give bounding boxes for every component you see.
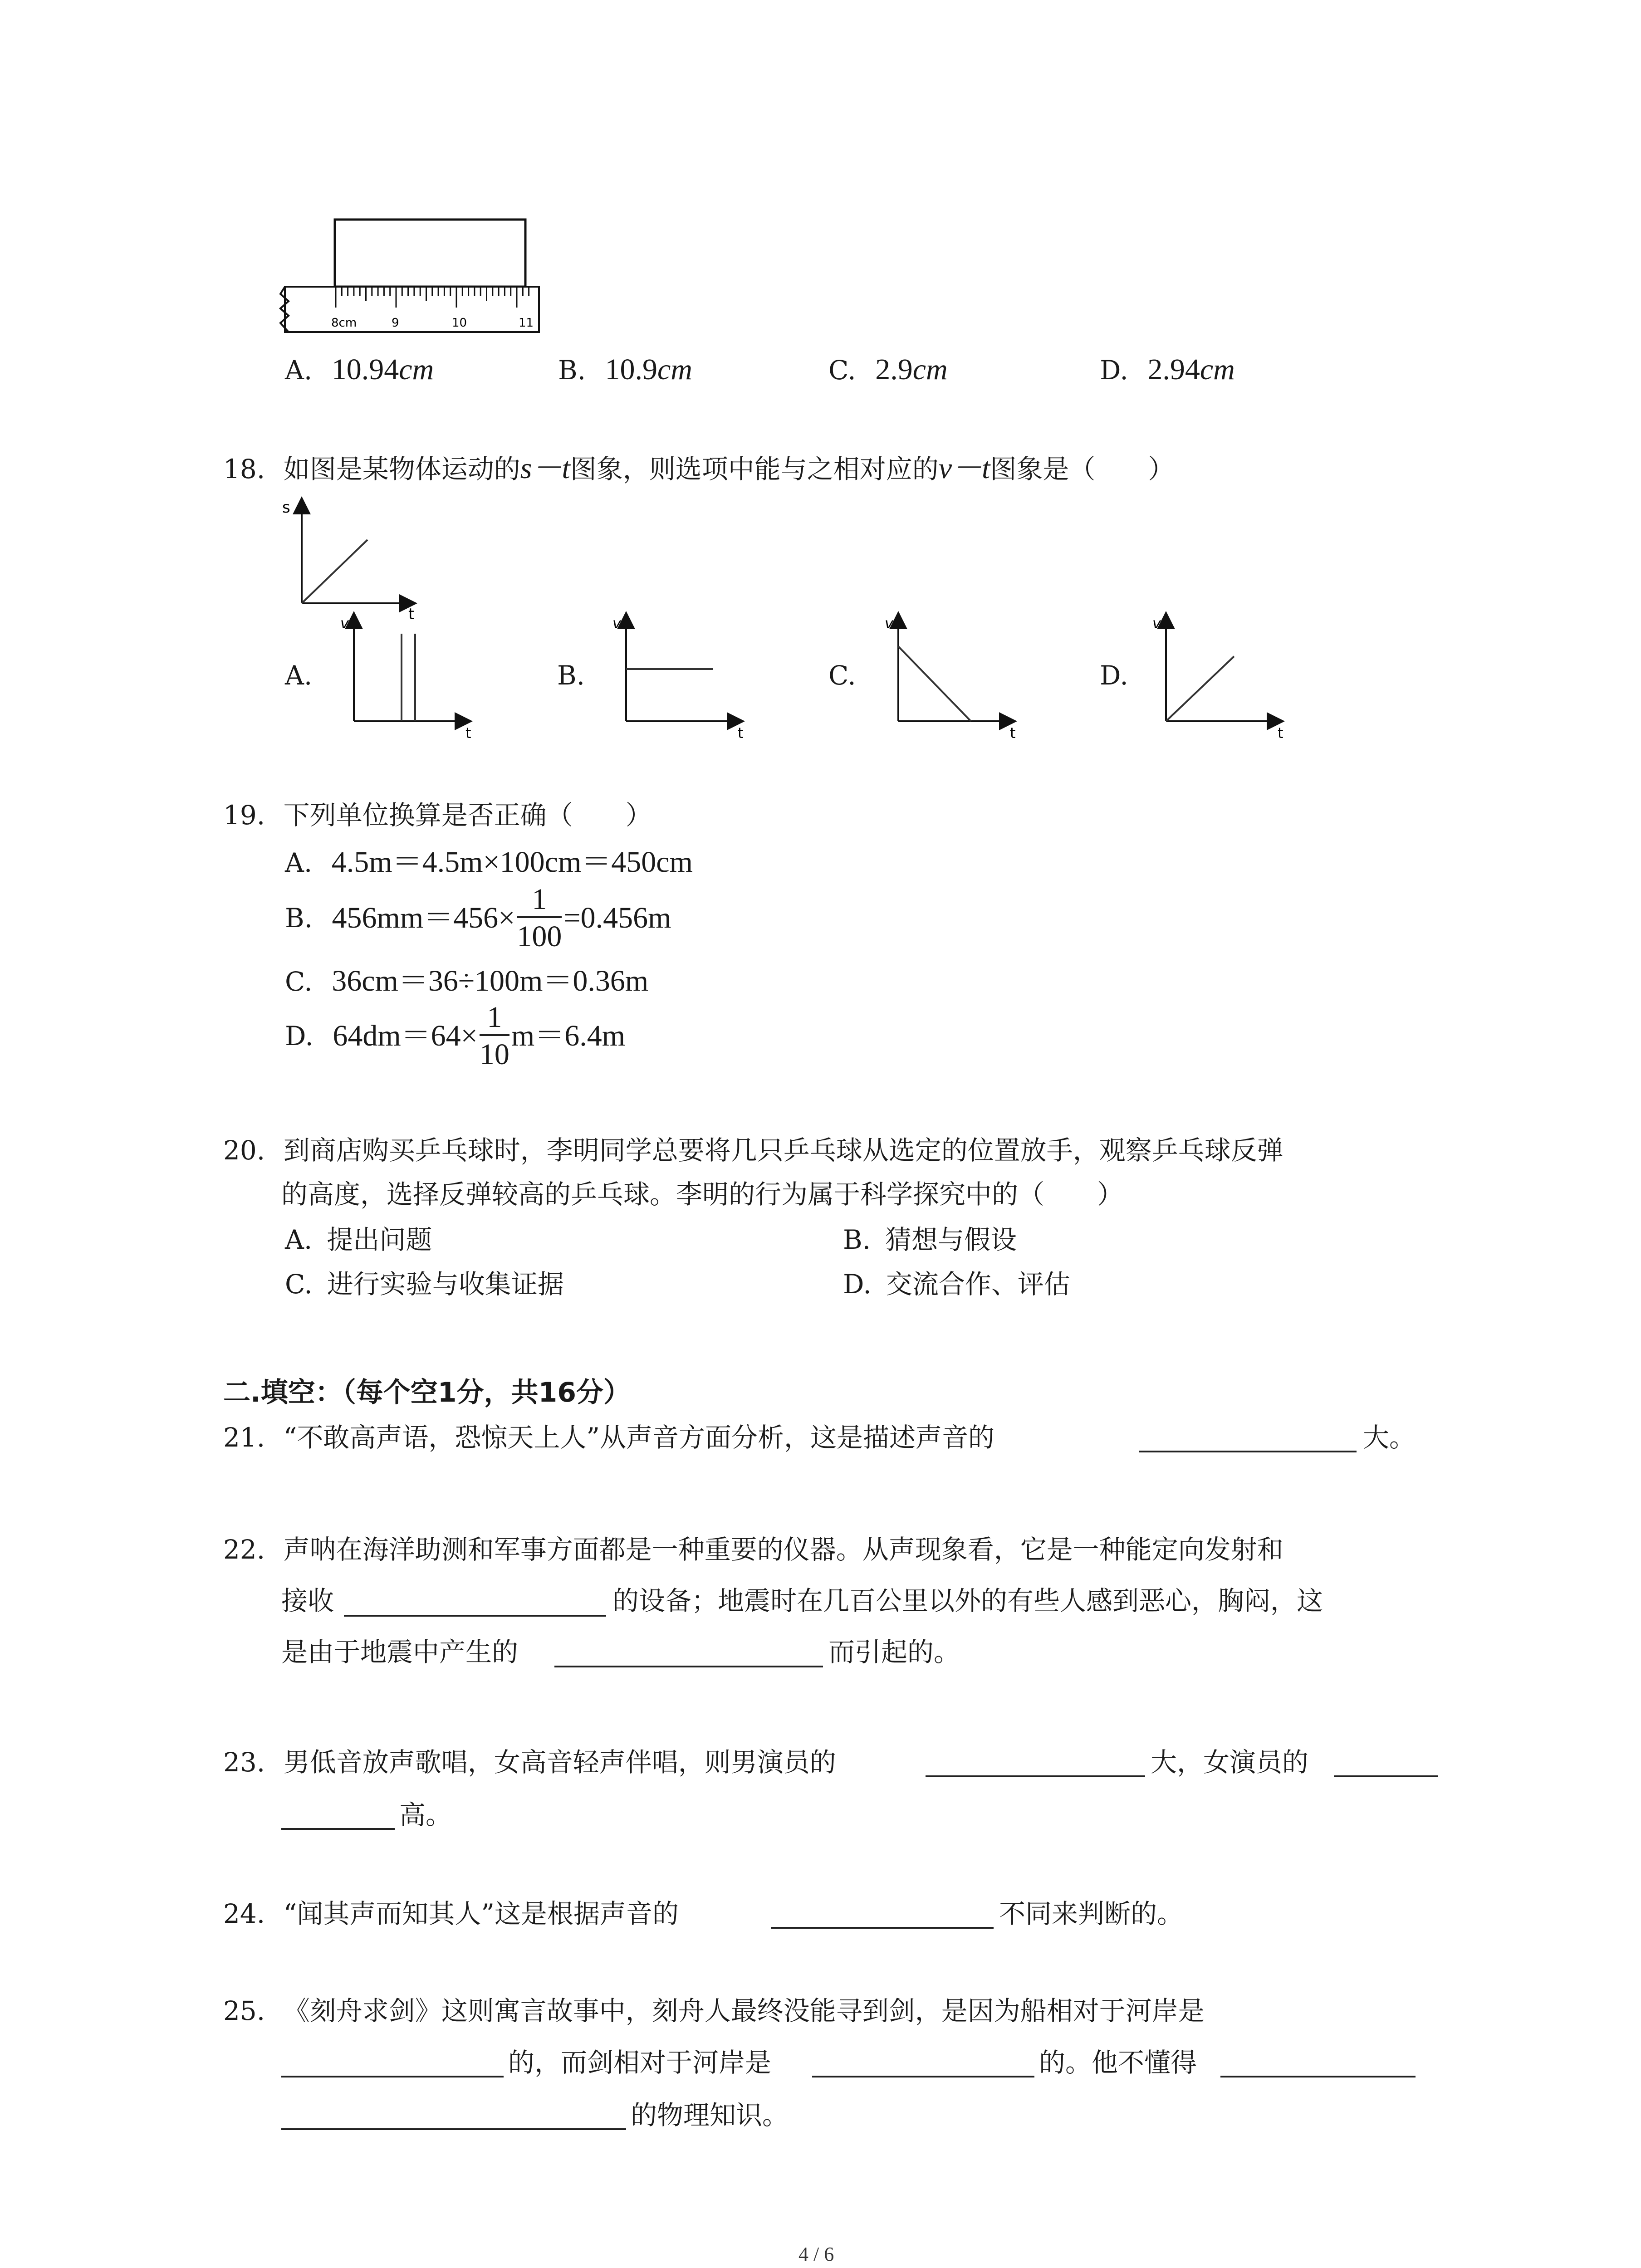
page-number: 4 / 6 <box>798 2243 834 2265</box>
st-line <box>302 540 367 603</box>
ruler-body <box>285 287 539 332</box>
q18-option-d-graph[interactable] <box>1143 610 1293 742</box>
svg-text:v: v <box>1152 615 1161 632</box>
q20-option-c[interactable]: C. 进行实验与收集证据 <box>285 1269 564 1300</box>
question-number: 24. <box>223 1898 265 1929</box>
question-number: 25. <box>223 1995 265 2026</box>
q19-option-a[interactable]: A. 4.5m＝4.5m×100cm＝450cm <box>285 846 693 879</box>
q24-text-a: 24. “闻其声而知其人”这是根据声音的 <box>223 1898 679 1929</box>
q22-line3-a: 是由于地震中产生的 <box>281 1637 519 1667</box>
q25-blank-3-continued[interactable] <box>281 2128 626 2130</box>
q19-option-c[interactable]: C. 36cm＝36÷100m＝0.36m <box>285 964 649 997</box>
vt-line-c <box>898 646 971 721</box>
ruler-label-8cm: 8cm <box>331 316 357 330</box>
vt-line-d <box>1166 656 1234 721</box>
ruler-label-10: 10 <box>452 316 467 330</box>
q24-blank-1[interactable] <box>771 1927 994 1929</box>
svg-text:v: v <box>340 615 349 632</box>
q23-blank-2[interactable] <box>1334 1775 1438 1777</box>
q23-line2: 高。 <box>399 1799 452 1830</box>
svg-text:v: v <box>885 615 893 632</box>
ruler-label-11: 11 <box>519 316 534 330</box>
q22-blank-2[interactable] <box>554 1666 823 1667</box>
q25-blank-1[interactable] <box>281 2076 504 2077</box>
q22-line3-b: 而引起的。 <box>828 1637 960 1667</box>
q18-option-d-letter[interactable]: D. <box>1100 660 1128 691</box>
q18-option-c-graph[interactable] <box>876 610 1025 742</box>
axis-label-s: s <box>282 499 290 517</box>
q23-text-a: 23. 男低音放声歌唱，女高音轻声伴唱，则男演员的 <box>223 1747 836 1778</box>
q21-blank-1[interactable] <box>1139 1451 1357 1452</box>
fraction: $\frac{1}{10}$ <box>479 1001 509 1071</box>
svg-text:t: t <box>465 724 471 742</box>
svg-text:t: t <box>1278 724 1283 742</box>
q23-text-b: 大，女演员的 <box>1151 1747 1309 1778</box>
q18-option-c-letter[interactable]: C. <box>828 660 856 691</box>
svg-text:v: v <box>612 615 621 632</box>
q22-line2-b: 的设备；地震时在几百公里以外的有些人感到恶心，胸闷，这 <box>612 1585 1323 1616</box>
measured-block <box>335 220 525 287</box>
q23-blank-1[interactable] <box>926 1775 1145 1777</box>
q17-option-c[interactable]: C. 2.9cm <box>828 353 948 386</box>
question-number: 21. <box>223 1422 265 1453</box>
q20-option-d[interactable]: D. 交流合作、评估 <box>843 1269 1070 1300</box>
q22-blank-1[interactable] <box>344 1615 606 1617</box>
section-title: 二.填空：（每个空1分，共16分） <box>223 1377 631 1408</box>
q17-option-a[interactable]: A. 10.94cm <box>285 353 434 386</box>
fraction: $\frac{1}{100}$ <box>517 883 562 953</box>
svg-text:t: t <box>738 724 744 742</box>
ruler-svg <box>272 213 554 345</box>
q18-stem: 18. 如图是某物体运动的s－t图象，则选项中能与之相对应的v－t图象是（ ） <box>223 452 1175 485</box>
q20-option-b[interactable]: B. 猜想与假设 <box>843 1224 1017 1255</box>
q17-option-d[interactable]: D. 2.94cm <box>1100 353 1235 386</box>
question-number: 23. <box>223 1747 265 1778</box>
q18-option-a-graph[interactable] <box>331 610 481 742</box>
svg-text:t: t <box>1010 724 1016 742</box>
q20-line2: 的高度，选择反弹较高的乒乓球。李明的行为属于科学探究中的（ ） <box>281 1179 1124 1210</box>
q18-option-a-letter[interactable]: A. <box>285 660 313 691</box>
q19-option-b[interactable]: B. 456mm＝456× $\frac{1}{100}$ =0.456m <box>285 883 671 953</box>
q18-st-graph <box>272 494 426 621</box>
question-number: 20. <box>223 1135 265 1166</box>
q25-line3: 的物理知识。 <box>631 2100 789 2131</box>
ruler-label-9: 9 <box>392 316 399 330</box>
axis-label-t: t <box>408 605 415 621</box>
q24-text-b: 不同来判断的。 <box>999 1898 1184 1929</box>
q25-blank-3[interactable] <box>1220 2076 1416 2077</box>
q25-line2-a: 的，而剑相对于河岸是 <box>508 2047 772 2078</box>
q21-text-b: 大。 <box>1363 1422 1416 1453</box>
q25-line2-b: 的。他不懂得 <box>1039 2047 1197 2078</box>
q21-text-a: 21. “不敢高声语，恐惊天上人”从声音方面分析，这是描述声音的 <box>223 1422 994 1453</box>
q25-blank-2[interactable] <box>812 2076 1034 2077</box>
question-number: 18. <box>223 454 265 484</box>
q19-option-d[interactable]: D. 64dm＝64× $\frac{1}{10}$ m＝6.4m <box>285 1001 626 1071</box>
q18-option-b-graph[interactable] <box>603 610 753 742</box>
q20-line1: 20. 到商店购买乒乓球时，李明同学总要将几只乒乓球从选定的位置放手，观察乒乓球反弹 <box>223 1135 1283 1166</box>
q17-ruler-figure <box>272 213 554 347</box>
question-number: 19. <box>223 800 265 831</box>
q18-option-b-letter[interactable]: B. <box>557 660 585 691</box>
q23-blank-2-continued[interactable] <box>281 1828 395 1830</box>
q19-stem: 19. 下列单位换算是否正确（ ） <box>223 800 652 831</box>
q25-line1: 25. 《刻舟求剑》这则寓言故事中，刻舟人最终没能寻到剑，是因为船相对于河岸是 <box>223 1995 1205 2026</box>
q20-option-a[interactable]: A. 提出问题 <box>285 1224 432 1255</box>
q22-line2-a: 接收 <box>281 1585 334 1616</box>
q22-line1: 22. 声呐在海洋助测和军事方面都是一种重要的仪器。从声现象看，它是一种能定向发射和 <box>223 1534 1283 1565</box>
question-number: 22. <box>223 1534 265 1565</box>
q17-option-b[interactable]: B. 10.9cm <box>558 353 692 386</box>
